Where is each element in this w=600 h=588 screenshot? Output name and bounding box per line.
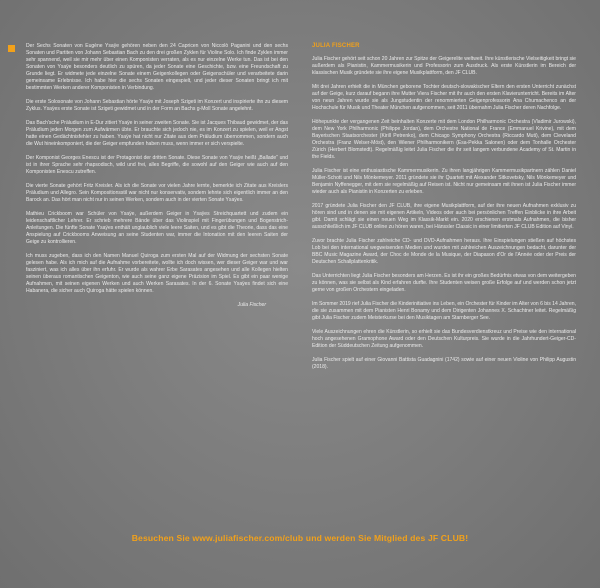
- biography-paragraph: Höhepunkte der vergangenen Zeit beinhalten Konzerte mit dem London Philharmonic Orchestra (Vladimir Jurowski), dem New York Philharmonic (Philippe Jordan), dem Orchestre National de France (Emmanuel Krivine), mit dem Bayerischen Staatsorchester (Kirill Petrenko), dem Chicago Symphony Orchestra (Riccardo Muti), dem Cleveland Orchestra (Franz Welser-Möst), den Wiener Philharmonikern (Esa-Pekka Salonen) oder dem Tonhalle Orchester Zürich (Herbert Blomstedt). Regelmäßig leitet Julia Fischer die ihr seit langem verbundene Academy of St. Martin in the Fields.: [312, 119, 576, 160]
- biography-column: [312, 43, 576, 378]
- biography-paragraph: Julia Fischer gehört seit schon 20 Jahren zur Spitze der Geigerelite weltweit. Ihre künstlerische Vielseitigkeit bringt sie außerdem als Pianistin, Kammermusikerin und Professorin zum Ausdruck. Als erste Künstlerin im Bereich der klassischen Musik gründete sie ihre eigene Musikplattform, den JF CLUB.: [312, 56, 576, 76]
- biography-paragraph: Julia Fischer ist eine enthusiastische Kammermusikerin. Zu ihren langjährigen Kammermusikpartnern zählen Daniel Müller-Schott und Nils Mönkemeyer. 2011 gründete sie ihr Quartett mit Alexander Sitkovetsky, Nils Mönkemeyer und Benjamin Nyffenegger, mit dem sie regelmäßig auf Reisen ist. Nicht nur gemeinsam mit ihnen ist Julia Fischer immer wieder auch als Pianistin in Konzerten zu erleben.: [312, 168, 576, 195]
- biography-paragraph: Das Unterrichten liegt Julia Fischer besonders am Herzen. Es ist ihr ein großes Bedürfnis etwas von dem weitergeben zu können, was sie selbst als Kind erfahren durfte. Ihre Studenten weisen große Erfolge auf und werden schon jetzt gerne von großen Orchestern eingeladen.: [312, 273, 576, 293]
- biography-paragraph: Im Sommer 2019 rief Julia Fischer die Kinderinitiative ins Leben, ein Orchester für Kinder im Alter von 6 bis 14 Jahren, die sie zusammen mit dem Pianisten Henri Bonamy und dem Dirigenten Johannes X. Schachtner leitet. Regelmäßig gibt Julia Fischer zudem Meisterkurse bei den Musiktagen am Starnberger See.: [312, 301, 576, 321]
- liner-notes-paragraph: Der Sechs Sonaten von Eugène Ysaÿe gehören neben den 24 Capricen von Niccolò Paganini und den sechs Sonaten und Partiten von Johann Sebastian Bach zu den drei großen Zyklen für Violine Solo. Ich finde Zyklen immer sehr spannend, weil sie mir mehr über einen Komponisten verraten, als es nur einzelne Werke tun. Das ist bei den Sonaten von Ysaÿe besonders deutlich zu spüren, da jeder Sonate eine Geschichte, bzw. eine Freundschaft zu Grunde liegt. Er widmete jede einzelne Sonate einem Geigenkollegen oder Geigenschüler und verarbeitete darin gemeinsame Erlebnisse. Ich habe hier die sechs Sonaten eingespielt, und jeder dieser Sonaten bringt ich mit bestimmten Werken anderer Komponisten in Verbindung.: [26, 43, 288, 91]
- biography-paragraph: Viele Auszeichnungen ehren die Künstlerin, so erhielt sie das Bundesverdienstkreuz und Preise wie den international hoch angesehenen Gramophone Award oder den Deutschen Kulturpreis. Sie wurde in die Jahrhundert-Geiger-CD-Edition der Süddeutschen Zeitung aufgenommen.: [312, 329, 576, 349]
- biography-paragraph: Zuvor brachte Julia Fischer zahlreiche CD- und DVD-Aufnahmen heraus. Ihre Einspielungen stießen auf höchstes Lob bei den international wegweisenden Medien und wurden mit zahlreichen Auszeichnungen bedacht, darunter der BBC Music Magazine Award, der Choc de Monde de la Musique, der Diapason d'Or de l'Année oder der Preis der Deutschen Schallplattenkritik.: [312, 238, 576, 265]
- liner-notes-paragraph: Ich muss zugeben, dass ich den Namen Manuel Quiroga zum ersten Mal auf der Widmung der sechsten Sonate gelesen habe. Als ich mich auf die Aufnahme vorbereitete, wollte ich doch wissen, wer dieser Geiger war und war fasziniert, was ich alles über ihn erfuhr. Er wurde als wahrer Erbe Sarasates angesehen und alle Kollegen hielten seinen überaus romantischen Geigenton, wie auch seine ganz eigene Präzision im Spiel. Es gibt ein paar wenige Aufnahmen, mit seinen eigenen Werken und auch Werken Sarasates. In der 6. Sonate Ysaÿes findet sich eine Habanera, die sicher auch Quiroga hätte spielen können.: [26, 253, 288, 294]
- liner-notes-paragraph: Die vierte Sonate gehört Fritz Kreisler. Als ich die Sonate vor vielen Jahre lernte, bemerkte ich Zitate aus Kreislers Präludium und Allegro. Sein Kompositionsstil war nicht nur konservativ, sondern lehnte sich eigentlich immer an den Barock an. Das hört man nicht nur in seinen Werken, sondern auch in der vierten Sonate Ysaÿes.: [26, 183, 288, 203]
- club-promo-footer: Besuchen Sie www.juliafischer.com/club und werden Sie Mitglied des JF CLUB!: [131, 533, 469, 543]
- liner-notes-paragraph: Der Komponist Georges Enescu ist der Protagonist der dritten Sonate. Diese Sonate von Ysaÿe heißt „Ballade“ und ist in ihrer Sprache sehr rhapsodisch, wild und frei, alles Begriffe, die sowohl auf den Geiger wie auch auf den Komponisten Enescu zutreffen.: [26, 155, 288, 175]
- liner-notes-paragraph: Mathieu Crickboom war Schüler von Ysaÿe, außerdem Geiger in Ysaÿes Streichquartett und zudem ein leidenschaftlicher Lehrer. Er schrieb mehrere Bände über das Violinspiel mit Fingerübungen und Bogenstrich-Anleitungen. Die fünfte Sonate Ysaÿes enthält unglaublich viele leere Saiten, und es gibt die Theorie, dass das eine Anspielung auf Crickbooms Anweisung an seine Studenten war, immer die Intonation mit den leeren Saiten der Geige zu kontrollieren.: [26, 211, 288, 245]
- liner-notes-column: [26, 43, 288, 309]
- biography-heading: JULIA FISCHER: [312, 43, 360, 49]
- biography-paragraph: 2017 gründete Julia Fischer den JF CLUB, ihre eigene Musikplattform, auf der ihre neuen Aufnahmen exklusiv zu hören sind und in denen sie mit eigenen Artikeln, Videos oder auch bei persönlichen Treffen Einblicke in ihre Arbeit gibt. Damit schlägt sie einen neuen Weg im Klassik-Markt ein. 2020 erschienen erstmals Aufnahmen, die bisher ausschließlich im JF CLUB online zu hören waren, bei Hänssler Classic in einer limitierten JF CLUB Edition auf Vinyl.: [312, 203, 576, 230]
- biography-paragraph: Mit drei Jahren erhielt die in München geborene Tochter deutsch-slowakischer Eltern den ersten Unterricht zunächst auf der Geige, kurz darauf begann ihre Mutter Viera Fischer mit ihr auch den ersten Klavierunterricht. Bereits im Alter von neun Jahren wurde sie als Jungstudentin der renommierten Geigenprofessorin Ana Chumachenco an der Hochschule für Musik und Theater München aufgenommen, seit 2011 übernahm Julia Fischer deren Nachfolge.: [312, 84, 576, 111]
- liner-notes-paragraph: Das Bach'sche Präludium in E-Dur zitiert Ysaÿe in seiner zweiten Sonate. Sie ist Jacques Thibaud gewidmet, der das Präludium jeden Morgen zum Aufwärmen übte. Er brauchte sich jedoch nie, es im Konzert zu spielen, weil er Angst hatte einen Gedächtnisfehler zu haben. Ysaÿe hat nicht nur Zitate aus dem Präludium übernommen, sondern auch die Wut hineinkomponiert, die der Geiger empfunden haben muss, wenn immer er sich verspielte.: [26, 120, 288, 147]
- biography-paragraph: Julia Fischer spielt auf einer Giovanni Battista Guadagnini (1742) sowie auf einer neuen Violine von Philipp Augustin (2018).: [312, 357, 576, 370]
- liner-notes-paragraph: Die erste Solosonate von Johann Sebastian hörte Ysaÿe mit Joseph Szigeti im Konzert und inspirierte ihn zu diesem Zyklus. Ysaÿes erste Sonate ist Szigeti gewidmet und in der Form an Bachs g-Moll Sonate angelehnt.: [26, 99, 288, 112]
- orange-square-marker: [8, 45, 15, 52]
- signature: Julia Fischer: [237, 302, 266, 308]
